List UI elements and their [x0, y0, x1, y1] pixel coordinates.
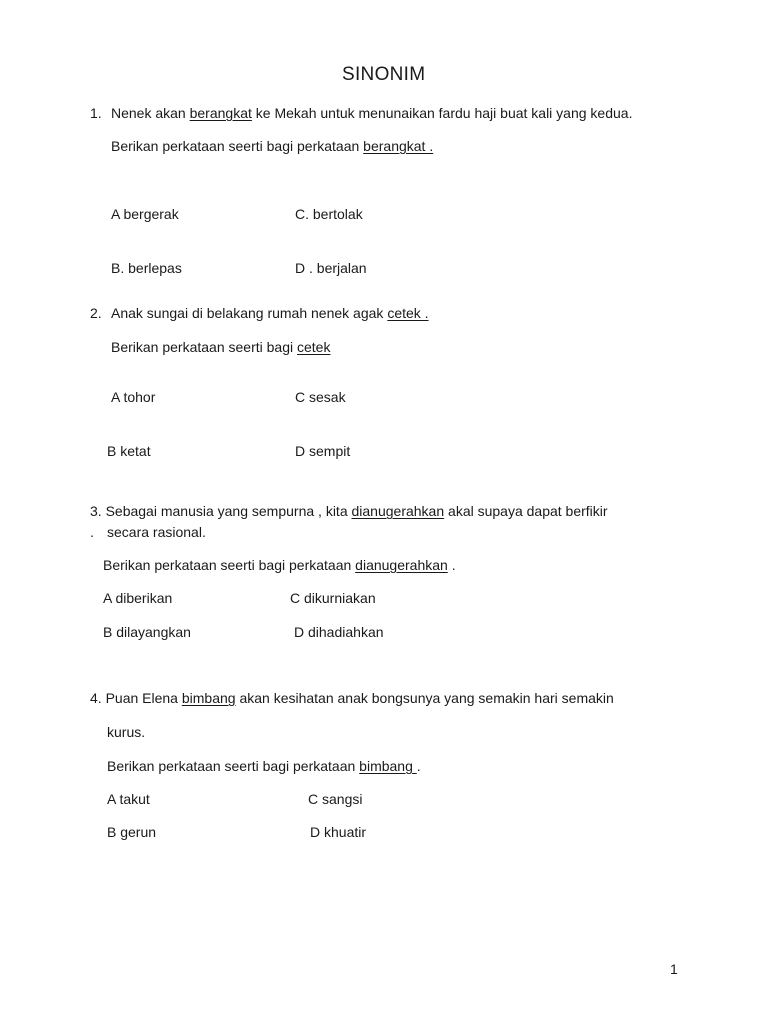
underlined-word: dianugerahkan — [355, 557, 448, 573]
question-2-prompt: Berikan perkataan seerti bagi cetek — [111, 339, 331, 355]
question-1-number: 1. — [90, 105, 102, 121]
question-4-option-b: B gerun — [107, 824, 157, 840]
question-4-option-c: C sangsi — [308, 791, 363, 807]
question-4-option-d: D khuatir — [310, 824, 367, 840]
question-4-prompt: Berikan perkataan seerti bagi perkataan bimbang . — [107, 758, 421, 774]
question-1-prompt: Berikan perkataan seerti bagi perkataan berangkat . — [111, 138, 434, 154]
question-3-prompt: Berikan perkataan seerti bagi perkataan dianugerahkan . — [103, 557, 456, 573]
underlined-word: berangkat . — [363, 138, 434, 154]
question-1-option-b: B. berlepas — [111, 260, 182, 276]
question-4-text: 4. Puan Elena bimbang akan kesihatan anak bongsunya yang semakin hari semakin — [90, 690, 614, 706]
page-number: 1 — [670, 961, 678, 977]
question-3-text-continued: secara rasional. — [107, 524, 206, 540]
question-2-option-d: D sempit — [295, 443, 351, 459]
question-3-dot: . — [90, 524, 94, 540]
underlined-word: cetek — [297, 339, 331, 355]
question-3-option-b: B dilayangkan — [103, 624, 191, 640]
question-2-text: Anak sungai di belakang rumah nenek agak cetek . — [111, 305, 429, 321]
question-2-option-b: B ketat — [107, 443, 151, 459]
question-3-text: 3. Sebagai manusia yang sempurna , kita dianugerahkan akal supaya dapat berfikir — [90, 503, 608, 519]
question-3-option-d: D dihadiahkan — [294, 624, 384, 640]
question-2-option-a: A tohor — [111, 389, 156, 405]
question-4-text-continued: kurus. — [107, 724, 146, 740]
underlined-word: berangkat — [189, 105, 252, 121]
page-title: SINONIM — [342, 64, 426, 85]
underlined-word: bimbang — [181, 690, 236, 706]
question-2-option-c: C sesak — [295, 389, 346, 405]
underlined-word: cetek . — [387, 305, 429, 321]
question-1-option-d: D . berjalan — [295, 260, 367, 276]
question-1-text: Nenek akan berangkat ke Mekah untuk menunaikan fardu haji buat kali yang kedua. — [111, 105, 633, 121]
question-1-option-a: A bergerak — [111, 206, 179, 222]
question-3-option-c: C dikurniakan — [290, 590, 376, 606]
question-1-option-c: C. bertolak — [295, 206, 363, 222]
question-4-option-a: A takut — [107, 791, 150, 807]
underlined-word: bimbang — [359, 758, 417, 774]
question-2-number: 2. — [90, 305, 102, 321]
underlined-word: dianugerahkan — [351, 503, 445, 519]
question-3-option-a: A diberikan — [103, 590, 173, 606]
